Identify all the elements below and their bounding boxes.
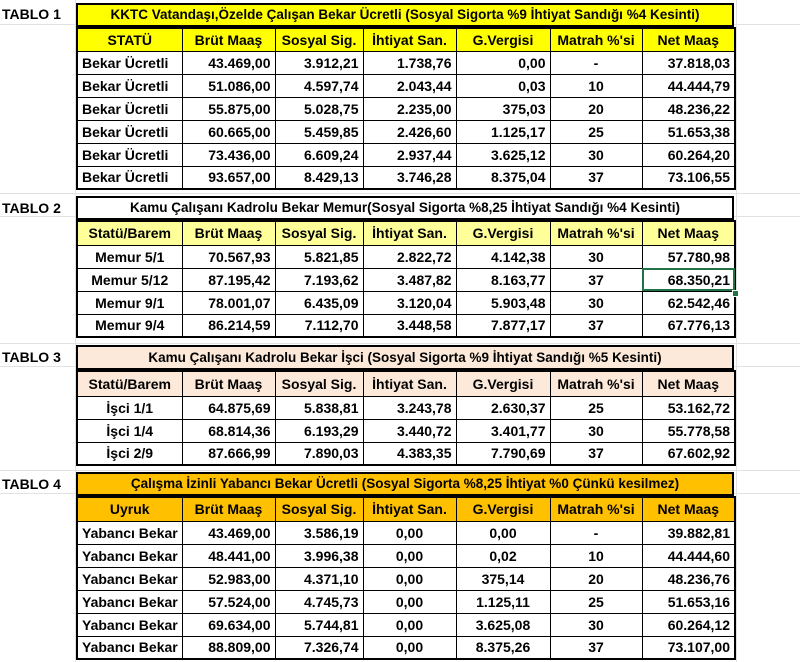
column-header-status[interactable]: Statü/Barem — [77, 221, 182, 245]
column-header-net[interactable]: Net Maaş — [642, 28, 735, 51]
cell[interactable]: 51.086,00 — [182, 74, 275, 97]
cell[interactable]: 30 — [550, 291, 642, 314]
column-header-bracket[interactable]: Matrah %'si — [550, 28, 642, 51]
cell[interactable]: 375,03 — [456, 97, 550, 120]
table-3-title[interactable]: Kamu Çalışanı Kadrolu Bekar İşci (Sosyal Sigorta %9 İhtiyat Sandığı %5 Kesinti) — [76, 345, 734, 370]
column-header-net[interactable]: Net Maaş — [642, 371, 735, 396]
cell[interactable]: 0,00 — [456, 51, 550, 74]
cell[interactable]: 7.193,62 — [275, 268, 363, 291]
table-row — [77, 291, 735, 314]
cell[interactable]: 3.120,04 — [363, 291, 456, 314]
cell[interactable]: 0,00 — [363, 544, 456, 567]
cell[interactable]: 43.469,00 — [182, 51, 275, 74]
cell[interactable]: 30 — [550, 245, 642, 268]
table-1 — [76, 27, 736, 190]
cell[interactable]: İşci 2/9 — [77, 442, 182, 465]
cell[interactable]: 37 — [550, 314, 642, 337]
cell[interactable]: 39.882,81 — [642, 521, 735, 544]
cell[interactable]: 2.630,37 — [456, 396, 550, 419]
cell[interactable]: Yabancı Bekar — [77, 636, 182, 659]
table-row — [77, 636, 735, 659]
cell[interactable]: 0,00 — [363, 567, 456, 590]
cell[interactable]: 8.163,77 — [456, 268, 550, 291]
table-row — [77, 314, 735, 337]
cell[interactable]: 0,00 — [456, 521, 550, 544]
cell[interactable]: 25 — [550, 120, 642, 143]
cell[interactable]: 37 — [550, 442, 642, 465]
cell[interactable]: 48.441,00 — [182, 544, 275, 567]
table-3-header-row — [77, 371, 735, 396]
table-row — [77, 613, 735, 636]
cell[interactable]: Yabancı Bekar — [77, 590, 182, 613]
column-header-provident-fund[interactable]: İhtiyat San. — [363, 221, 456, 245]
table-4 — [76, 496, 736, 660]
cell[interactable]: 3.401,77 — [456, 419, 550, 442]
column-header-income-tax[interactable]: G.Vergisi — [456, 371, 550, 396]
column-header-provident-fund[interactable]: İhtiyat San. — [363, 28, 456, 51]
cell[interactable]: 7.790,69 — [456, 442, 550, 465]
cell[interactable]: 3.440,72 — [363, 419, 456, 442]
table-row — [77, 51, 735, 74]
table-row — [77, 544, 735, 567]
cell[interactable]: 0,00 — [363, 636, 456, 659]
cell[interactable]: 1.125,11 — [456, 590, 550, 613]
cell[interactable]: 10 — [550, 544, 642, 567]
table-row — [77, 120, 735, 143]
grid-line — [0, 193, 800, 194]
cell[interactable]: Bekar Ücretli — [77, 51, 182, 74]
cell[interactable]: 48.236,22 — [642, 97, 735, 120]
cell[interactable]: 3.912,21 — [275, 51, 363, 74]
column-header-provident-fund[interactable]: İhtiyat San. — [363, 497, 456, 521]
cell[interactable]: 37 — [550, 268, 642, 291]
cell[interactable]: 6.193,29 — [275, 419, 363, 442]
column-header-net[interactable]: Net Maaş — [642, 221, 735, 245]
cell[interactable]: 2.235,00 — [363, 97, 456, 120]
cell[interactable]: 4.383,35 — [363, 442, 456, 465]
cell[interactable]: 87.666,99 — [182, 442, 275, 465]
table-2-header-row — [77, 221, 735, 245]
cell[interactable]: 48.236,76 — [642, 567, 735, 590]
table-row — [77, 74, 735, 97]
cell[interactable]: 0,00 — [363, 521, 456, 544]
cell[interactable]: Memur 9/4 — [77, 314, 182, 337]
cell[interactable]: 37 — [550, 166, 642, 189]
cell[interactable]: 8.375,04 — [456, 166, 550, 189]
cell[interactable]: 1.738,76 — [363, 51, 456, 74]
table-row — [77, 166, 735, 189]
cell[interactable]: 43.469,00 — [182, 521, 275, 544]
table-1-title[interactable]: KKTC Vatandaşı,Özelde Çalışan Bekar Ücretli (Sosyal Sigorta %9 İhtiyat Sandığı %4 Kesinti) — [76, 3, 734, 27]
cell[interactable]: 86.214,59 — [182, 314, 275, 337]
cell[interactable]: 2.426,60 — [363, 120, 456, 143]
cell[interactable]: Bekar Ücretli — [77, 143, 182, 166]
column-header-social-security[interactable]: Sosyal Sig. — [275, 371, 363, 396]
table-row — [77, 245, 735, 268]
cell[interactable]: 3.448,58 — [363, 314, 456, 337]
cell[interactable]: - — [550, 51, 642, 74]
cell[interactable]: 30 — [550, 613, 642, 636]
column-header-social-security[interactable]: Sosyal Sig. — [275, 221, 363, 245]
cell[interactable]: 8.375,26 — [456, 636, 550, 659]
cell[interactable]: Yabancı Bekar — [77, 567, 182, 590]
cell[interactable]: 70.567,93 — [182, 245, 275, 268]
column-header-net[interactable]: Net Maaş — [642, 497, 735, 521]
cell[interactable]: 0,00 — [363, 613, 456, 636]
cell[interactable]: 0,02 — [456, 544, 550, 567]
cell[interactable]: 3.746,28 — [363, 166, 456, 189]
column-header-status[interactable]: STATÜ — [77, 28, 182, 51]
cell[interactable]: 62.542,46 — [642, 291, 735, 314]
cell[interactable]: 73.436,00 — [182, 143, 275, 166]
cell[interactable]: 7.890,03 — [275, 442, 363, 465]
cell[interactable]: 0,00 — [363, 590, 456, 613]
cell[interactable]: 7.112,70 — [275, 314, 363, 337]
cell[interactable]: 55.875,00 — [182, 97, 275, 120]
cell[interactable]: 25 — [550, 590, 642, 613]
table-row — [77, 396, 735, 419]
cell[interactable]: 7.877,17 — [456, 314, 550, 337]
cell[interactable]: 7.326,74 — [275, 636, 363, 659]
cell[interactable]: 87.195,42 — [182, 268, 275, 291]
cell[interactable]: 52.983,00 — [182, 567, 275, 590]
table-row — [77, 419, 735, 442]
cell[interactable]: 375,14 — [456, 567, 550, 590]
cell[interactable]: 37 — [550, 636, 642, 659]
table-row — [77, 268, 735, 291]
cell[interactable]: Bekar Ücretli — [77, 166, 182, 189]
cell[interactable]: 60.264,12 — [642, 613, 735, 636]
cell[interactable]: Yabancı Bekar — [77, 613, 182, 636]
cell[interactable]: 5.459,85 — [275, 120, 363, 143]
column-header-bracket[interactable]: Matrah %'si — [550, 221, 642, 245]
column-header-bracket[interactable]: Matrah %'si — [550, 497, 642, 521]
cell[interactable]: 10 — [550, 74, 642, 97]
column-header-social-security[interactable]: Sosyal Sig. — [275, 28, 363, 51]
table-4-label: TABLO 4 — [2, 476, 61, 492]
table-4-header-row — [77, 497, 735, 521]
cell[interactable]: İşci 1/4 — [77, 419, 182, 442]
cell[interactable]: 1.125,17 — [456, 120, 550, 143]
cell[interactable]: 60.264,20 — [642, 143, 735, 166]
cell[interactable]: 5.821,85 — [275, 245, 363, 268]
cell[interactable]: 20 — [550, 567, 642, 590]
cell[interactable]: 30 — [550, 419, 642, 442]
cell[interactable]: 69.634,00 — [182, 613, 275, 636]
cell[interactable]: Bekar Ücretli — [77, 74, 182, 97]
table-row — [77, 590, 735, 613]
column-header-income-tax[interactable]: G.Vergisi — [456, 28, 550, 51]
cell[interactable]: Yabancı Bekar — [77, 544, 182, 567]
table-1-header-row — [77, 28, 735, 51]
column-header-gross[interactable]: Brüt Maaş — [182, 371, 275, 396]
cell[interactable]: 53.162,72 — [642, 396, 735, 419]
cell[interactable]: 64.875,69 — [182, 396, 275, 419]
cell[interactable]: 30 — [550, 143, 642, 166]
cell[interactable]: 78.001,07 — [182, 291, 275, 314]
cell[interactable]: 88.809,00 — [182, 636, 275, 659]
cell[interactable]: 60.665,00 — [182, 120, 275, 143]
cell[interactable]: 4.597,74 — [275, 74, 363, 97]
column-header-social-security[interactable]: Sosyal Sig. — [275, 497, 363, 521]
cell[interactable]: - — [550, 521, 642, 544]
cell[interactable]: 57.780,98 — [642, 245, 735, 268]
column-header-gross[interactable]: Brüt Maaş — [182, 28, 275, 51]
column-header-income-tax[interactable]: G.Vergisi — [456, 221, 550, 245]
cell[interactable]: 73.106,55 — [642, 166, 735, 189]
cell[interactable]: 51.653,38 — [642, 120, 735, 143]
cell[interactable]: 67.602,92 — [642, 442, 735, 465]
cell[interactable]: 5.903,48 — [456, 291, 550, 314]
cell[interactable]: 57.524,00 — [182, 590, 275, 613]
cell[interactable]: 67.776,13 — [642, 314, 735, 337]
cell[interactable]: 3.996,38 — [275, 544, 363, 567]
column-header-gross[interactable]: Brüt Maaş — [182, 497, 275, 521]
table-row — [77, 442, 735, 465]
cell[interactable]: 3.625,12 — [456, 143, 550, 166]
cell[interactable]: 25 — [550, 396, 642, 419]
cell[interactable]: 2.937,44 — [363, 143, 456, 166]
table-3 — [76, 370, 736, 466]
cell[interactable]: 8.429,13 — [275, 166, 363, 189]
grid-line — [736, 0, 737, 662]
cell[interactable]: 5.028,75 — [275, 97, 363, 120]
cell[interactable]: 5.744,81 — [275, 613, 363, 636]
cell[interactable]: 2.043,44 — [363, 74, 456, 97]
cell[interactable]: 2.822,72 — [363, 245, 456, 268]
cell[interactable]: Memur 9/1 — [77, 291, 182, 314]
column-header-gross[interactable]: Brüt Maaş — [182, 221, 275, 245]
column-header-bracket[interactable]: Matrah %'si — [550, 371, 642, 396]
grid-line — [0, 470, 800, 471]
cell[interactable]: 20 — [550, 97, 642, 120]
selected-cell[interactable]: 68.350,21 — [642, 268, 735, 291]
cell[interactable]: 55.778,58 — [642, 419, 735, 442]
cell[interactable]: 37.818,03 — [642, 51, 735, 74]
table-2-title[interactable]: Kamu Çalışanı Kadrolu Bekar Memur(Sosyal Sigorta %8,25 İhtiyat Sandığı %4 Kesinti) — [76, 196, 734, 220]
column-header-status[interactable]: Statü/Barem — [77, 371, 182, 396]
column-header-income-tax[interactable]: G.Vergisi — [456, 497, 550, 521]
cell[interactable]: 93.657,00 — [182, 166, 275, 189]
table-row — [77, 521, 735, 544]
table-4-title[interactable]: Çalışma İzinli Yabancı Bekar Ücretli (Sosyal Sigorta %8,25 İhtiyat %0 Çünkü kesilmez) — [76, 472, 734, 496]
cell[interactable]: 44.444,79 — [642, 74, 735, 97]
cell[interactable]: 4.142,38 — [456, 245, 550, 268]
cell[interactable]: 3.586,19 — [275, 521, 363, 544]
table-2 — [76, 220, 736, 338]
cell[interactable]: 6.435,09 — [275, 291, 363, 314]
cell[interactable]: 73.107,00 — [642, 636, 735, 659]
table-row — [77, 143, 735, 166]
table-3-label: TABLO 3 — [2, 349, 61, 365]
cell[interactable]: Yabancı Bekar — [77, 521, 182, 544]
cell[interactable]: 68.814,36 — [182, 419, 275, 442]
cell[interactable]: 51.653,16 — [642, 590, 735, 613]
cell[interactable]: Bekar Ücretli — [77, 120, 182, 143]
column-header-provident-fund[interactable]: İhtiyat San. — [363, 371, 456, 396]
cell[interactable]: İşci 1/1 — [77, 396, 182, 419]
cell[interactable]: 0,03 — [456, 74, 550, 97]
cell[interactable]: 3.487,82 — [363, 268, 456, 291]
cell[interactable]: 4.371,10 — [275, 567, 363, 590]
cell[interactable]: 3.625,08 — [456, 613, 550, 636]
cell[interactable]: Memur 5/12 — [77, 268, 182, 291]
table-row — [77, 567, 735, 590]
cell[interactable]: 3.243,78 — [363, 396, 456, 419]
table-row — [77, 97, 735, 120]
table-1-label: TABLO 1 — [2, 6, 61, 22]
cell[interactable]: Memur 5/1 — [77, 245, 182, 268]
cell[interactable]: 6.609,24 — [275, 143, 363, 166]
selection-fill-handle[interactable] — [732, 290, 739, 297]
grid-line — [0, 343, 800, 344]
cell[interactable]: 44.444,60 — [642, 544, 735, 567]
cell[interactable]: 5.838,81 — [275, 396, 363, 419]
cell[interactable]: 4.745,73 — [275, 590, 363, 613]
table-2-label: TABLO 2 — [2, 200, 61, 216]
column-header-nationality[interactable]: Uyruk — [77, 497, 182, 521]
cell[interactable]: Bekar Ücretli — [77, 97, 182, 120]
